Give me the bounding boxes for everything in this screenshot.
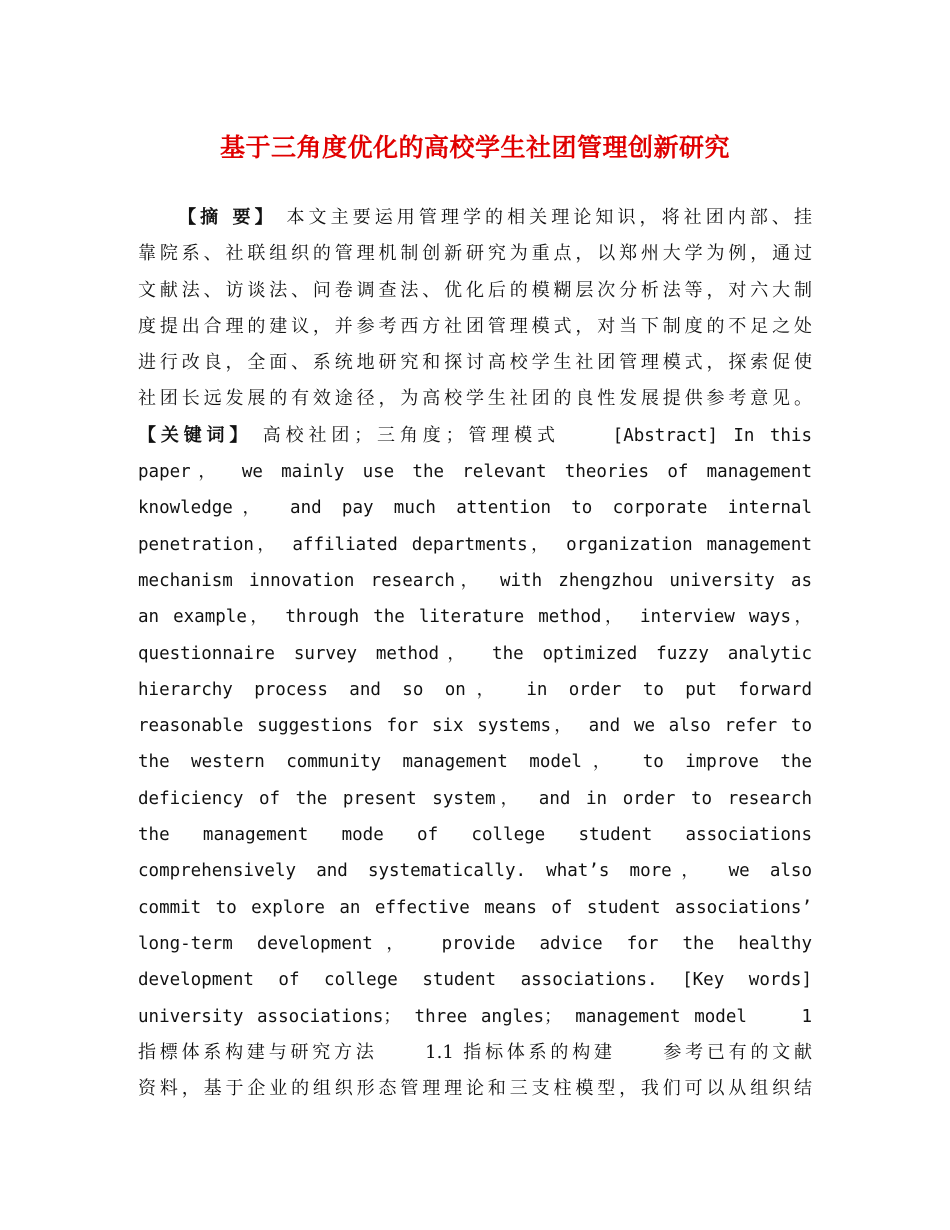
text-line: 进行改良，全面、系统地研究和探讨高校学生社团管理模式，探索促使 [138, 352, 812, 374]
text-line: mechanism innovation research， with zhengzhou university as [138, 570, 812, 591]
text-line: 文献法、访谈法、问卷调查法、优化后的模糊层次分析法等，对六大制 [138, 279, 812, 301]
keywords-line [138, 418, 812, 454]
text-line: 资料，基于企业的组织形态管理理论和三支柱模型，我们可以从组织结 [138, 1078, 812, 1100]
document-body [138, 200, 812, 1107]
text-line: 靠院系、社联组织的管理机制创新研究为重点，以郑州大学为例，通过 [138, 243, 812, 265]
section-number: 1 [801, 1006, 812, 1027]
text-line: hierarchy process and so on， in order to put forward [138, 679, 812, 700]
text-line: commit to explore an effective means of student associations’ [138, 897, 812, 918]
text-line: 度提出合理的建议，并参考西方社团管理模式，对当下制度的不足之处 [138, 315, 812, 337]
abstract-en-heading: [Abstract] In this [612, 425, 812, 446]
text-line: questionnaire survey method， the optimized fuzzy analytic [138, 643, 812, 664]
text-line: the management mode of college student associations [138, 825, 812, 846]
paragraph-start: 参考已有的文献 [663, 1041, 812, 1063]
text-line: long-term development， provide advice for the healthy [138, 933, 812, 954]
keywords-en-text: university associations； three angles； management model [138, 1006, 747, 1027]
text-line: 社团长远发展的有效途径，为高校学生社团的良性发展提供参考意见。 [138, 388, 812, 410]
subsection-heading: 1.1 指标体系的构建 [425, 1041, 616, 1063]
section-heading: 指標体系构建与研究方法 [138, 1041, 378, 1063]
text-line: deficiency of the present system， and in order to research [138, 788, 812, 809]
keywords-text: 高校社团；三角度；管理模式 [252, 424, 560, 446]
text-line: an example， through the literature method， interview ways， [138, 607, 812, 628]
page-title: 基于三角度优化的高校学生社团管理创新研究 [219, 133, 730, 162]
keywords-en-line [138, 999, 812, 1035]
text-line: the western community management model， to improve the [138, 752, 812, 773]
text-line: penetration， affiliated departments， organization management [138, 534, 812, 555]
keywords-label: 【关键词】 [138, 424, 253, 446]
text-line: paper， we mainly use the relevant theories of management [138, 462, 812, 483]
text-line: comprehensively and systematically. what’s more， we also [138, 861, 812, 882]
section-heading-line [138, 1035, 812, 1071]
abstract-line [138, 200, 812, 236]
text-line: reasonable suggestions for six systems， and we also refer to [138, 716, 812, 737]
text-line: development of college student associations. [Key words] [138, 970, 812, 991]
abstract-label: 【摘 要】 [174, 207, 277, 228]
text-line: knowledge， and pay much attention to corporate internal [138, 498, 812, 519]
text-line: 本文主要运用管理学的相关理论知识，将社团内部、挂 [276, 207, 812, 228]
